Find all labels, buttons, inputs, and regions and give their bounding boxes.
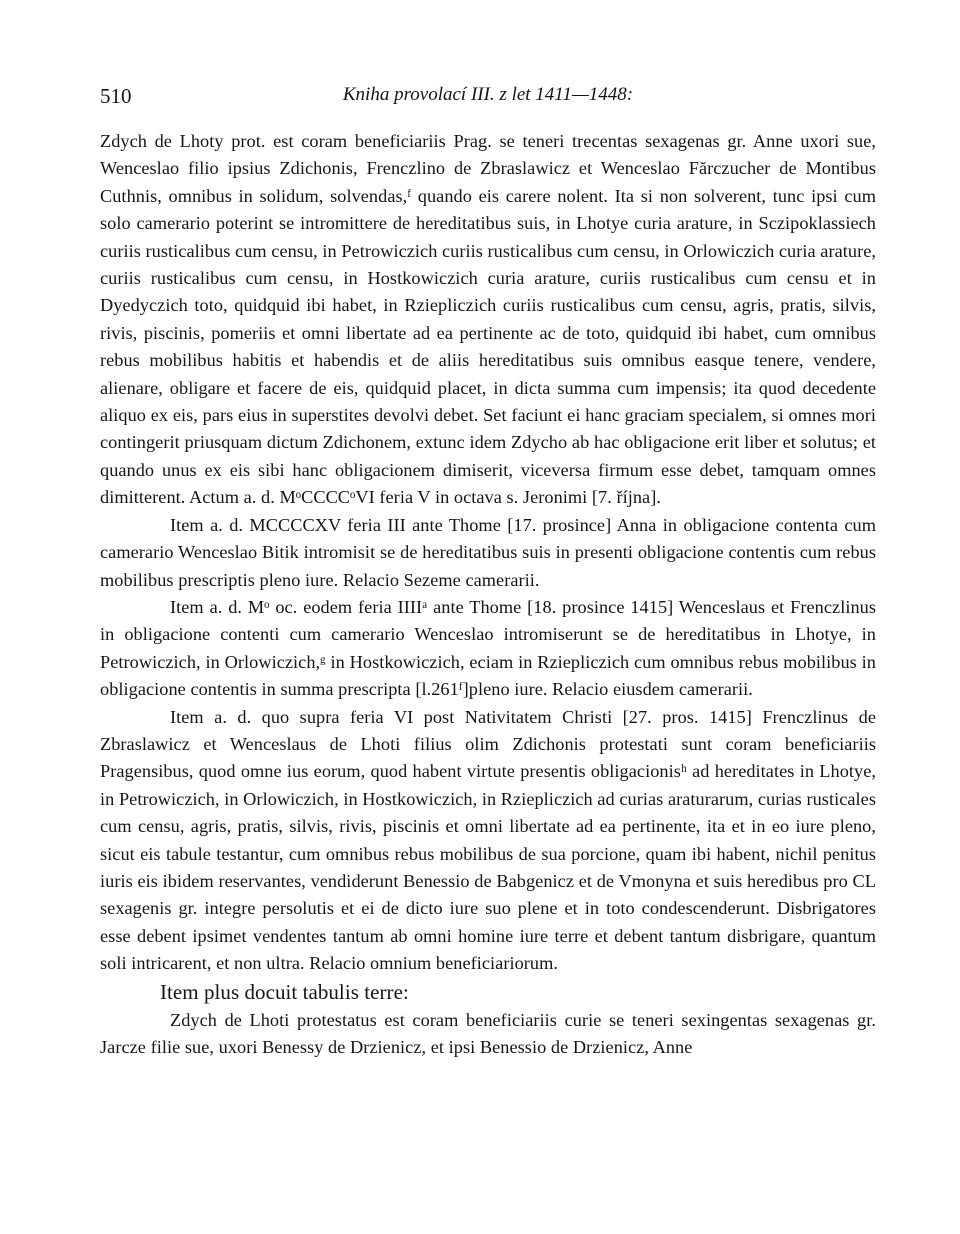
page-header: [100, 84, 876, 114]
paragraph: Zdych de Lhoti protestatus est coram beneficiariis curie se teneri sexingentas sexagenas gr. Jarcze filie sue, uxori Benessy de Drzienicz, et ipsi Benessio de Drzienicz, Anne: [100, 1009, 876, 1057]
paragraph: Item a. d. MCCCCXV feria III ante Thome [17. prosince] Anna in obligacione contenta cum camerario Wenceslao Bitik intromisit se de hereditatibus suis in presenti obligacione contentis cum rebus mobilibus prescriptis pleno iure. Relacio Sezeme camerarii.: [100, 514, 876, 590]
paragraph: Item a. d. quo supra feria VI post Nativitatem Christi [27. pros. 1415] Frenczlinus de Zbraslawicz et Wenceslaus de Lhoti filius olim Zdichonis protestati sunt coram beneficiariis Pragensibus, quod omne ius eorum, quod habent virtute presentis obligacionisʰ ad hereditates in Lhotye, in Petrowiczich, in Orlowiczich, in Hostkowiczich, in Rziepliczich ad curias araturarum, curias rusticales cum censu, agris, pratis, silvis, rivis, piscinis et omni libertate ad ea pertinente, ita et in eo iure pleno, sicut eis tabule testantur, cum omnibus rebus mobilibus de sua porcione, quam ibi habent, nichil penitus iuris eis ibidem reservantes, vendiderunt Benessio de Babgenicz et de Vmonyna et suis heredibus pro CL sexagenis gr. integre persolutis et ei de dicto iure suo plene et in toto condescenderunt. Disbrigatores esse debent ipsimet vendentes tantum ab omni homine iure terre et debent tantum disbrigare, quantum soli intricarent, et non ultra. Relacio omnium beneficiariorum.: [100, 706, 876, 974]
running-head: Kniha provolací III. z let 1411—1448:: [342, 84, 634, 105]
paragraph: Zdych de Lhoty prot. est coram beneficiariis Prag. se teneri trecentas sexagenas gr. Anne uxori sue, Wenceslao filio ipsius Zdichonis, Frenczlino de Zbraslawicz et Wenceslao Fărczucher de Montibus Cuthnis, omnibus in solidum, solvendas,ᶠ quando eis carere nolent. Ita si non solverent, tunc ipsi cum solo camerario poterint se intromittere de hereditatibus suis, in Lhotye curia arature, in Sczipoklassiech curiis rusticalibus cum censu, in Petrowiczich curiis rusticalibus cum censu, in Orlowiczich curia arature, curiis rusticalibus cum censu, in Hostkowiczich curia arature, curiis rusticalibus cum censu et in Dyedyczich toto, quidquid ibi habet, in Rziepliczich curiis rusticalibus cum censu, agris, pratis, silvis, rivis, piscinis, pomeriis et omni libertate ad ea pertinente ac de toto, quidquid ibi habet, cum omnibus rebus mobilibus habitis et habendis et de aliis hereditatibus suis omnibus easque tenere, vendere, alienare, obligare et facere de eis, quidquid placet, in dicta summa cum impensis; ita quod decedente aliquo ex eis, pars eius in superstites devolvi debet. Set faciunt ei hanc graciam specialem, si omnes mori contingerit priusquam dictum Zdichonem, extunc idem Zdycho ab hac obligacione erit liber et solutus; et quando unus ex eis sibi hanc obligacionem dimiserit, viceversa firmum esse debet, tamquam omnes dimitterent. Actum a. d. MᵒCCCCᵒVI feria V in octava s. Jeronimi [7. října].: [100, 131, 876, 508]
body-text: [100, 128, 876, 1061]
paragraph: Item a. d. Mᵒ oc. eodem feria IIIIᵃ ante Thome [18. prosince 1415] Wenceslaus et Frenczlinus in obligacione contenti cum camerario Wenceslao intromiserunt se de hereditatibus in Lhotye, in Petrowiczich, in Orlowiczich,ᵍ in Hostkowiczich, eciam in Rziepliczich cum omnibus rebus mobilibus in obligacione contentis in summa prescripta [l.261ᶠ]pleno iure. Relacio eiusdem camerarii.: [100, 596, 876, 700]
section-heading: Item plus docuit tabulis terre:: [160, 979, 409, 1004]
page-number: 510: [100, 84, 132, 108]
